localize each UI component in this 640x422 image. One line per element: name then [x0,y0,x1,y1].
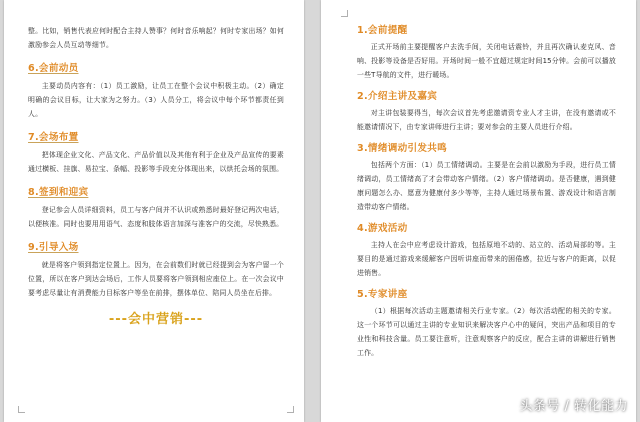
section-paragraph: 对主讲包装要得当，每次会议首先考虑邀请资专业人才主讲，在没有邀请或不能邀请情况下，由专家讲师进行主讲；要对参会的主要人员进行介绍。 [357,109,616,131]
page-corner-mark [341,10,348,17]
page-content [28,0,284,327]
section-paragraph: 主要动员内容有：（1）员工激励，让员工在整个会议中积极主动。（2）确定明确的会议目标，让大家为之努力。（3）人员分工，将会议中每个环节都责任到人。 [28,82,284,118]
section-paragraph: 把体现企业文化、产品文化、产品价值以及其他有利于企业及产品宣传的要素通过横板、挂旗、易拉宝、条幅、投影等手段充分体现出来，以烘托会场的氛围。 [28,151,284,173]
section-paragraph: （1）根据每次活动主题邀请相关行业专家。（2）每次活动配的相关的专家。这一个环节可以通过主讲的专业知识来解决客户心中的疑问，突出产品和项目的专业性和科技含量。员工要注意听，注意观察客户的反应，配合主讲的讲解进行销售工作。 [357,307,616,357]
page-corner-mark [18,406,25,413]
section-heading: 4.游戏活动 [357,223,408,234]
section-heading: 1.会前提醒 [357,25,408,36]
page-content [357,0,616,360]
section-heading: 7.会场布置 [28,132,79,143]
section-heading: 8.签到和迎宾 [28,187,89,198]
section-heading: 5.专家讲座 [357,289,408,300]
section-paragraph: 就是将客户领到指定位置上。因为，在会前数们时就已经提到会为客户留一个位置，所以在客户到达会场后，工作人员要将客户领到相应座位上。在一次会议中要考虑尽量让有消费能力目标客户等坐在前排，摆体单位、陪同人员坐在后排。 [28,261,284,297]
section-paragraph: 包括两个方面：（1）员工情绪调动。主要是在会前以激励为手段，进行员工情绪调动，员工情绪高了才会带动客户情绪。（2）客户情绪调动。是否健康，遇到健康问题怎么办、愿意为健康付多少等等，主持人通过场景布置、游戏设计和语言制造带动客户情绪。 [357,161,616,211]
intro-paragraph: 整。比如，销售代表应何时配合主持人赞事？何时音乐响起？何时专家出场？如何激励参会人员互动等细节。 [28,27,284,49]
section-banner: ---会中营销--- [108,312,204,327]
watermark-label: 头条号 / 转化能力 [519,399,628,414]
section-heading: 9.引导入场 [28,242,79,253]
page-corner-mark [287,406,294,413]
section-heading: 3.情绪调动引发共鸣 [357,143,448,154]
section-paragraph: 登记参会人员详细资料，员工与客户间并不认识或熟悉时最好登记两次电话，以便核准。同时也要用用语气、态度和肢体语言加深与准客户的交流，尽快熟悉。 [28,206,284,228]
document-page-left [4,0,304,422]
section-heading: 2.介绍主讲及嘉宾 [357,91,438,102]
section-paragraph: 正式开场前主要提醒客户去洗手间，关闭电话震铃，并且再次确认麦克风、音响、投影等设备是否好用。开场时间一般不宜超过规定时间15分钟。会前可以播放一些T导航的文件，进行暖场。 [357,43,616,79]
section-heading: 6.会前动员 [28,63,79,74]
document-page-right [321,0,636,422]
section-paragraph: 主持人在会中应考虑设计游戏，包括原地不动的、站立的、活动局部的等。主要目的是通过游戏来缓解客户因听讲座而带来的困倦感，拉近与客户的距离，以促进销售。 [357,241,616,277]
